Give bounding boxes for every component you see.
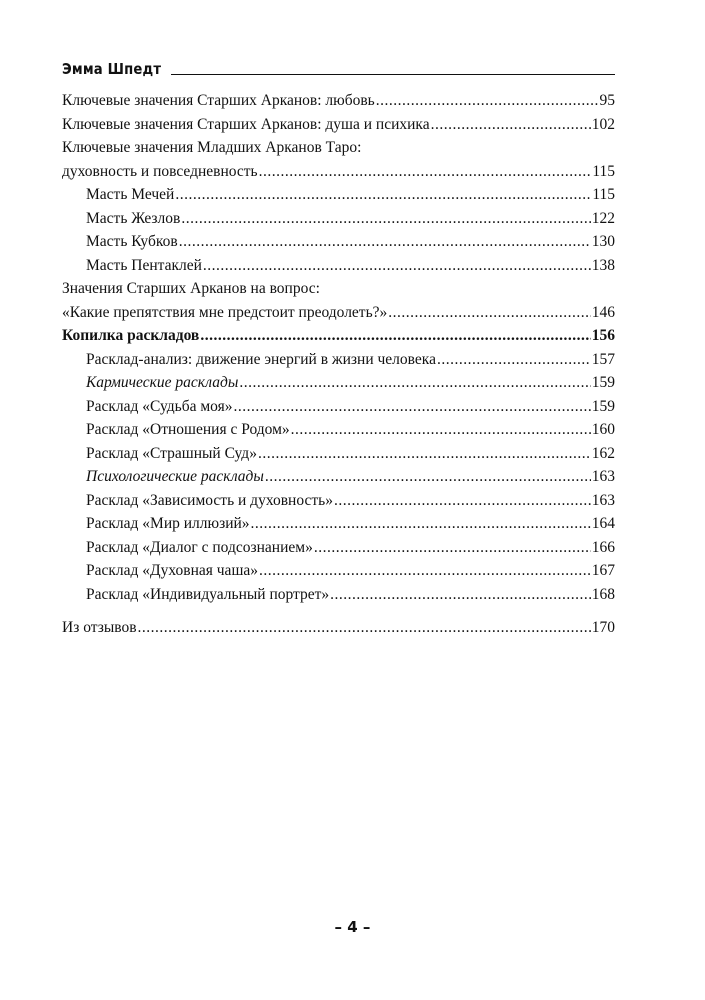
toc-dot-leader (181, 207, 590, 231)
toc-dot-leader (203, 254, 591, 278)
toc-dot-leader (200, 324, 590, 348)
table-of-contents (62, 89, 615, 640)
header-author: Эмма Шпедт (62, 60, 162, 78)
toc-entry (62, 395, 615, 419)
toc-entry (62, 89, 615, 113)
toc-entry-page: 130 (591, 233, 615, 250)
toc-entry-title: Психологические расклады (86, 468, 264, 485)
toc-entry-page: 122 (591, 209, 615, 227)
toc-entry-title: Масть Пентаклей (86, 256, 202, 274)
toc-entry (62, 160, 615, 184)
toc-entry-title: Ключевые значения Старших Арканов: душа и психика (62, 115, 430, 133)
header-rule (171, 74, 615, 75)
toc-entry-title: Расклад «Страшный Суд» (86, 444, 257, 462)
toc-entry-title: духовность и повседневность (62, 162, 258, 180)
toc-entry-page: 162 (591, 444, 615, 462)
toc-entry (62, 136, 615, 160)
toc-entry-page: 166 (591, 538, 615, 556)
toc-entry (62, 113, 615, 137)
toc-dot-leader (376, 89, 599, 113)
toc-entry-title: Значения Старших Арканов на вопрос: (62, 280, 320, 297)
toc-entry-title: «Какие препятствия мне предстоит преодолеть?» (62, 303, 388, 321)
toc-entry (62, 348, 615, 372)
toc-dot-leader (314, 536, 591, 560)
toc-entry-page: 95 (599, 92, 615, 109)
toc-entry (62, 512, 615, 536)
toc-entry (62, 616, 615, 640)
toc-dot-leader (239, 371, 590, 395)
toc-entry (62, 207, 615, 231)
toc-dot-leader (334, 489, 591, 513)
toc-entry-title: Расклад «Зависимость и духовность» (86, 491, 333, 509)
toc-dot-leader (259, 160, 592, 184)
toc-entry (62, 301, 615, 325)
toc-spacer (62, 606, 615, 616)
toc-dot-leader (259, 559, 591, 583)
page-number: – 4 – (334, 918, 371, 936)
toc-section-heading (62, 324, 615, 348)
toc-entry-title: Из отзывов (62, 619, 137, 636)
toc-entry (62, 277, 615, 301)
toc-entry-title: Ключевые значения Младших Арканов Таро: (62, 139, 362, 156)
toc-entry-page: 157 (591, 350, 615, 368)
toc-entry-title: Расклад-анализ: движение энергий в жизни человека (86, 350, 436, 368)
toc-dot-leader (234, 395, 591, 419)
toc-entry (62, 536, 615, 560)
toc-entry-page: 163 (591, 468, 615, 485)
toc-dot-leader (258, 442, 591, 466)
toc-entry-title: Масть Мечей (86, 186, 175, 203)
toc-entry-page: 159 (591, 397, 615, 415)
toc-dot-leader (388, 301, 590, 325)
toc-dot-leader (437, 348, 591, 372)
toc-subsection (62, 465, 615, 489)
toc-entry-title: Расклад «Мир иллюзий» (86, 515, 250, 532)
toc-entry-page: 167 (591, 562, 615, 579)
toc-entry-page: 160 (591, 421, 615, 438)
toc-subsection (62, 371, 615, 395)
toc-dot-leader (265, 465, 591, 489)
toc-entry-title: Ключевые значения Старших Арканов: любовь (62, 92, 375, 109)
toc-entry-title: Расклад «Духовная чаша» (86, 562, 259, 579)
toc-entry-title: Кармические расклады (86, 374, 239, 391)
toc-entry-page: 102 (591, 115, 615, 133)
toc-entry-title: Расклад «Судьба моя» (86, 397, 233, 415)
toc-entry-title: Расклад «Диалог с подсознанием» (86, 538, 313, 556)
toc-entry-title: Копилка раскладов (62, 327, 200, 344)
toc-entry-title: Расклад «Индивидуальный портрет» (86, 585, 330, 603)
toc-entry-page: 170 (591, 619, 615, 636)
toc-entry-page: 164 (591, 515, 615, 532)
toc-entry-page: 163 (591, 491, 615, 509)
toc-entry (62, 442, 615, 466)
running-header (62, 58, 615, 78)
toc-dot-leader (291, 418, 591, 442)
toc-entry (62, 254, 615, 278)
toc-entry-page: 115 (592, 186, 615, 203)
toc-entry-page: 159 (591, 374, 615, 391)
toc-entry-title: Масть Кубков (86, 233, 178, 250)
toc-entry-page: 168 (591, 585, 615, 603)
toc-dot-leader (431, 113, 591, 137)
toc-entry-page: 146 (591, 303, 615, 321)
toc-entry-title: Расклад «Отношения с Родом» (86, 421, 290, 438)
toc-entry-title: Масть Жезлов (86, 209, 181, 227)
toc-dot-leader (330, 583, 591, 607)
toc-entry-page: 115 (592, 162, 615, 180)
toc-dot-leader (175, 183, 591, 207)
toc-dot-leader (179, 230, 591, 254)
toc-entry (62, 418, 615, 442)
toc-entry-page: 138 (591, 256, 615, 274)
toc-entry (62, 559, 615, 583)
toc-entry (62, 183, 615, 207)
toc-entry (62, 583, 615, 607)
toc-entry-page: 156 (591, 327, 615, 344)
toc-dot-leader (138, 616, 591, 640)
toc-entry (62, 230, 615, 254)
toc-entry (62, 489, 615, 513)
toc-dot-leader (251, 512, 591, 536)
